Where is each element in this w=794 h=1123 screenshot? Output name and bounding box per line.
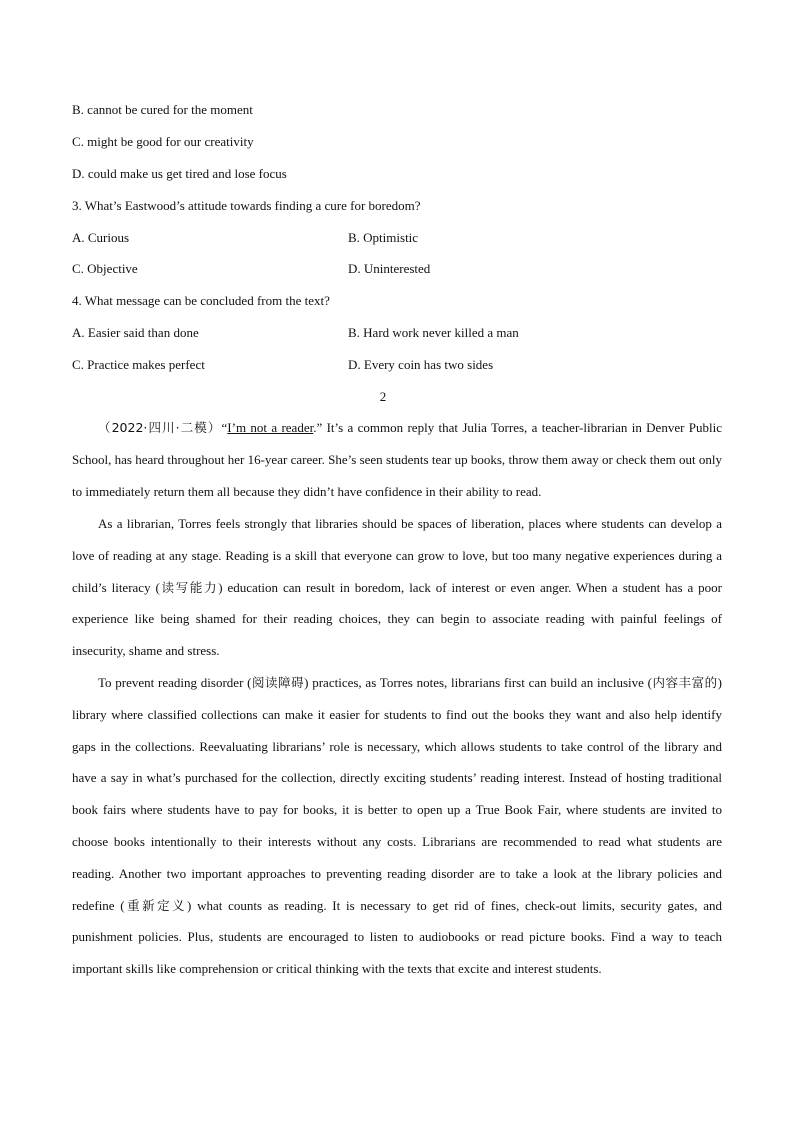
gloss-inclusive: 内容丰富的	[652, 675, 718, 690]
q2-option-b: B. cannot be cured for the moment	[72, 102, 253, 117]
source-tag: （2022·四川·二模）	[98, 420, 222, 435]
q3-question: 3. What’s Eastwood’s attitude towards finding a cure for boredom?	[72, 198, 421, 213]
q3-option-b: B. Optimistic	[348, 230, 419, 245]
q4-option-b: B. Hard work never killed a man	[348, 325, 519, 340]
paragraph-3-text-a: To prevent reading disorder (	[98, 675, 252, 690]
q4-option-c: C. Practice makes perfect	[72, 357, 205, 372]
q4-option-d: D. Every coin has two sides	[348, 357, 494, 372]
q4-question: 4. What message can be concluded from the text?	[72, 293, 330, 308]
paragraph-3-text-d: ) what counts as reading. It is necessary to get rid of fines, check-out limits, security gates, and punishment policies. Plus, students are encouraged to listen to audiobooks or read picture books. Find a way to teach important skills like comprehension or critical thinking with the texts that excite and interest students.	[72, 897, 722, 977]
q3-option-a: A. Curious	[72, 230, 130, 245]
underlined-quote: I’m not a reader	[227, 420, 314, 435]
q2-option-c: C. might be good for our creativity	[72, 134, 254, 149]
q3-option-d: D. Uninterested	[348, 261, 431, 276]
q3-option-c: C. Objective	[72, 261, 138, 276]
gloss-literacy: 读写能力	[159, 579, 219, 595]
paragraph-1	[72, 412, 722, 507]
gloss-reading-disorder: 阅读障碍	[251, 675, 305, 690]
paragraph-1-text: .” It’s a common reply that Julia Torres, a teacher-librarian in Denver Public School, has heard throughout her 16-year career. She’s seen students tear up books, throw them away or check them out only to immediately return them all because they didn’t have confidence in their ability to read.	[72, 420, 722, 499]
quote-open: “	[221, 420, 228, 435]
paragraph-2-text-a: As a librarian, Torres feels strongly that libraries should be spaces of liberation, places where students can develop a love of reading at any stage. Reading is a skill that everyone can grow to love, but too many negative experiences during a child’s literacy (	[72, 516, 722, 595]
paragraph-2-text-b: ) education can result in boredom, lack of interest or even anger. When a student has a poor experience like being shamed for their reading choices, they can begin to associate reading with painful feelings of insecurity, shame and stress.	[72, 579, 722, 659]
passage-number: 2	[379, 389, 387, 404]
paragraph-3	[72, 667, 722, 985]
paragraph-3-text-c: ) library where classified collections can make it easier for students to find out the books they want and also help identify gaps in the collections. Reevaluating librarians’ role is necessary, which allows students to take control of the library and have a say in what’s purchased for the collection, directly exciting students’ reading interest. Instead of hosting traditional book fairs where students have to pay for books, it is better to open up a True Book Fair, where students are invited to choose books intentionally to their interests without any costs. Librarians are recommended to read what students are reading. Another two important approaches to preventing reading disorder are to take a look at the library policies and redefine (	[72, 675, 722, 913]
gloss-redefine: 重新定义	[124, 897, 188, 913]
paragraph-2	[72, 508, 722, 667]
paragraph-3-text-b: ) practices, as Torres notes, librarians first can build an inclusive (	[304, 675, 653, 690]
q2-option-d: D. could make us get tired and lose focus	[72, 166, 287, 181]
q4-option-a: A. Easier said than done	[72, 325, 199, 340]
